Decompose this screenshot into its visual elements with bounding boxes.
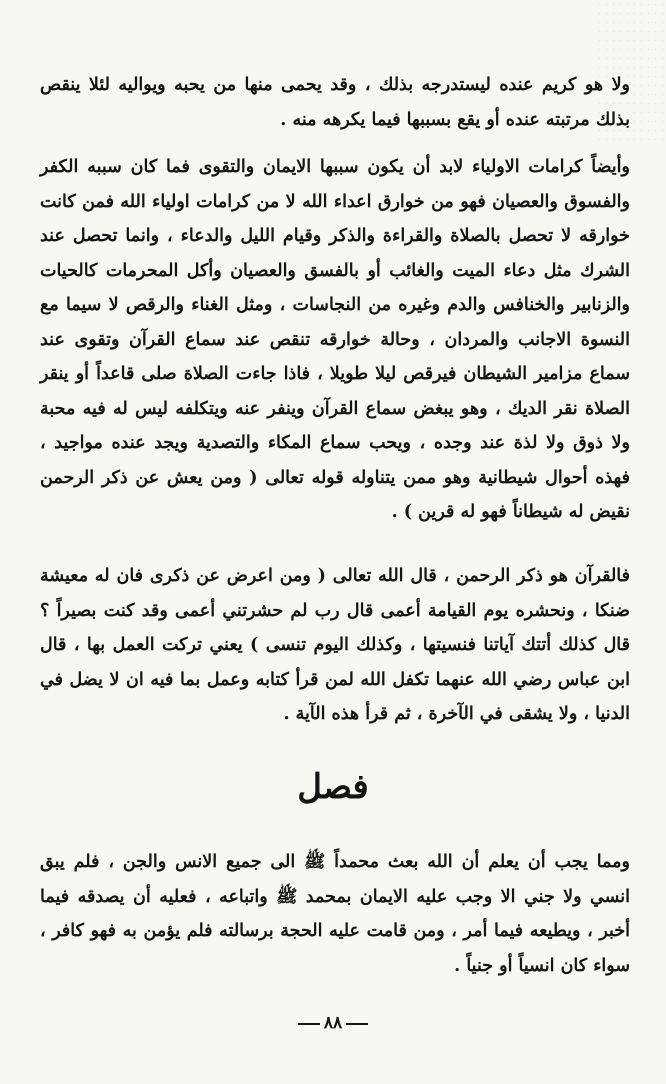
section-heading: فصل	[297, 767, 369, 807]
dash-right	[346, 1023, 368, 1025]
paragraph-text: ولا هو كريم عنده ليستدرجه بذلك ، وقد يحمى منها من يحبه ويواليه لئلا ينقص بذلك مرتبته عنده أو يقع بسببها فيما يكرهه منه .	[40, 75, 630, 130]
dash-left	[298, 1023, 320, 1025]
paragraph-text: ومما يجب أن يعلم أن الله بعث محمداً ﷺ الى جميع الانس والجن ، فلم يبق انسي ولا جني الا وجب عليه الايمان بمحمد ﷺ واتباعه ، فعليه أن يصدقه فيما أخبر ، ويطيعه فيما أمر ، ومن قامت عليه الحجة برسالته فلم يؤمن به فهو كافر ، سواء كان انسياً أو جنياً .	[40, 852, 630, 976]
paragraph-1	[40, 68, 630, 137]
paragraph-4	[40, 845, 630, 983]
page-number-value: ٨٨	[323, 1013, 343, 1033]
paragraph-text: وأيضاً كرامات الاولياء لابد أن يكون سببها الايمان والتقوى فما كان سببه الكفر والفسوق والعصيان فهو من خوارق اعداء الله لا من كرامات اولياء الله فمن كانت خوارقه لا تحصل بالصلاة والقراءة والذكر وقيام الليل والدعاء ، وانما تحصل عند الشرك مثل دعاء الميت والغائب أو بالفسق والعصيان وأكل المحرمات كالحيات والزنابير والخنافس والدم وغيره من النجاسات ، ومثل الغناء والرقص لا سيما مع النسوة الاجانب والمردان ، وحالة خوارقه تنقص عند سماع القرآن وتقوى عند سماع مزامير الشيطان فيرقص ليلا طويلا ، فاذا جاءت الصلاة صلى قاعداً أو ينقر الصلاة نقر الديك ، وهو يبغض سماع القرآن وينفر عنه ويتكلفه ليس له فيه محبة ولا ذوق ولا لذة عند وجده ، ويحب سماع المكاء والتصدية ويجد عنده مواجيد ، فهذه أحوال شيطانية وهو ممن يتناوله قوله تعالى ( ومن يعش عن ذكر الرحمن نقيض له شيطاناً فهو له قرين ) .	[40, 157, 630, 522]
paragraph-3	[40, 559, 630, 732]
paragraph-2	[40, 150, 630, 530]
paragraph-text: فالقرآن هو ذكر الرحمن ، قال الله تعالى ( ومن اعرض عن ذكرى فان له معيشة ضنكا ، ونحشره يوم القيامة أعمى قال رب لم حشرتني أعمى وقد كنت بصيراً ؟ قال كذلك أتتك آياتنا فنسيتها ، وكذلك اليوم تنسى ) يعني تركت العمل بها ، قال ابن عباس رضي الله عنهما تكفل الله لمن قرأ كتابه وعمل بما فيه ان لا يضل في الدنيا ، ولا يشقى في الآخرة ، ثم قرأ هذه الآية .	[40, 566, 630, 724]
page-number	[0, 1013, 666, 1033]
